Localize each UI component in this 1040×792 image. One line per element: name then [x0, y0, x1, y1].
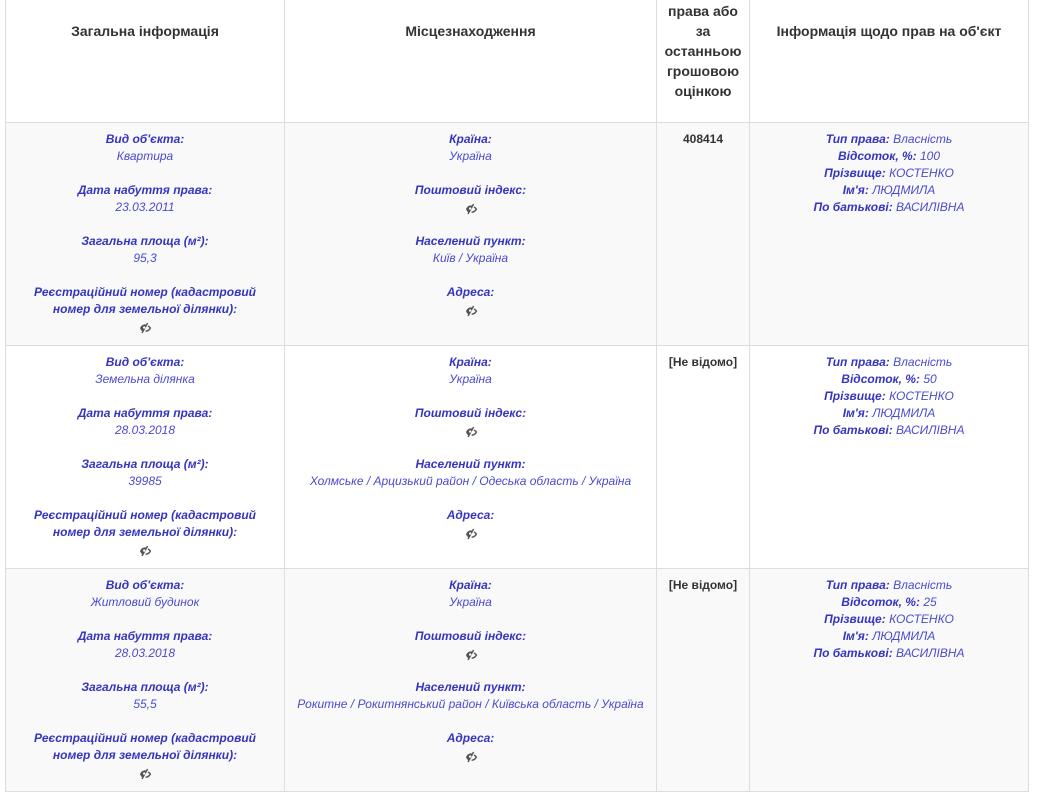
share-line — [756, 148, 1022, 165]
eye-slash-icon[interactable] — [138, 545, 152, 557]
object-type-label: Вид об'єкта: — [105, 132, 185, 146]
header-general-info-label: Загальна інформація — [71, 23, 219, 39]
patronymic-value: ВАСИЛІВНА — [896, 423, 965, 437]
registration-number-label: Реєстраційний номер (кадастровий номер для земельної ділянки): — [34, 731, 256, 762]
header-rights-info-label: Інформація щодо прав на об'єкт — [776, 23, 1002, 39]
acquisition-date-field — [12, 182, 278, 216]
registration-number-field — [12, 284, 278, 335]
acquisition-date-label: Дата набуття права: — [77, 183, 213, 197]
header-value-line: грошовою — [666, 63, 740, 79]
total-area-label: Загальна площа (м²): — [81, 457, 209, 471]
location-cell — [285, 123, 657, 346]
right-type-label: Тип права: — [825, 355, 890, 369]
name-line — [756, 405, 1022, 422]
object-type-value: Житловий будинок — [90, 595, 200, 609]
settlement-field — [291, 679, 650, 713]
share-line — [756, 371, 1022, 388]
registration-number-label: Реєстраційний номер (кадастровий номер для земельної ділянки): — [34, 285, 256, 316]
right-type-label: Тип права: — [825, 132, 890, 146]
acquisition-date-label: Дата набуття права: — [77, 629, 213, 643]
settlement-value: Рокитне / Рокитнянський район / Київська область / Україна — [297, 697, 644, 711]
name-label: Ім'я: — [842, 629, 869, 643]
right-type-line — [756, 354, 1022, 371]
country-label: Країна: — [449, 355, 492, 369]
patronymic-label: По батькові: — [813, 646, 893, 660]
location-cell — [285, 569, 657, 792]
object-type-label: Вид об'єкта: — [105, 578, 185, 592]
share-value: 100 — [920, 149, 941, 163]
patronymic-label: По батькові: — [813, 200, 893, 214]
settlement-field — [291, 233, 650, 267]
postal-code-field — [291, 182, 650, 216]
total-area-field — [12, 679, 278, 713]
rights-info-cell — [750, 569, 1029, 792]
total-area-label: Загальна площа (м²): — [81, 680, 209, 694]
acquisition-date-field — [12, 405, 278, 439]
eye-slash-icon[interactable] — [138, 768, 152, 780]
value-amount: 408414 — [682, 132, 724, 146]
header-value-line: за — [695, 23, 711, 39]
patronymic-line — [756, 199, 1022, 216]
total-area-label: Загальна площа (м²): — [81, 234, 209, 248]
postal-code-label: Поштовий індекс: — [414, 629, 527, 643]
object-type-field — [12, 577, 278, 611]
surname-value: КОСТЕНКО — [889, 612, 954, 626]
header-value-line: права або — [668, 3, 738, 19]
patronymic-label: По батькові: — [813, 423, 893, 437]
surname-value: КОСТЕНКО — [889, 389, 954, 403]
eye-slash-icon[interactable] — [464, 305, 478, 317]
settlement-label: Населений пункт: — [415, 234, 526, 248]
name-value: ЛЮДМИЛА — [872, 629, 936, 643]
patronymic-value: ВАСИЛІВНА — [896, 200, 965, 214]
value-amount: [Не відомо] — [668, 578, 738, 592]
eye-slash-icon[interactable] — [464, 649, 478, 661]
eye-slash-icon[interactable] — [464, 528, 478, 540]
header-value — [657, 0, 750, 123]
share-value: 25 — [923, 595, 937, 609]
country-field — [291, 131, 650, 165]
name-line — [756, 182, 1022, 199]
address-field — [291, 730, 650, 764]
postal-code-field — [291, 405, 650, 439]
name-value: ЛЮДМИЛА — [872, 183, 936, 197]
address-field — [291, 284, 650, 318]
settlement-label: Населений пункт: — [415, 457, 526, 471]
right-type-line — [756, 131, 1022, 148]
property-table-wrapper — [5, 0, 1028, 792]
settlement-value: Київ / Україна — [432, 251, 509, 265]
surname-value: КОСТЕНКО — [889, 166, 954, 180]
rights-info-cell — [750, 123, 1029, 346]
country-field — [291, 354, 650, 388]
right-type-value: Власність — [893, 132, 953, 146]
postal-code-label: Поштовий індекс: — [414, 406, 527, 420]
address-label: Адреса: — [446, 285, 495, 299]
object-type-value: Квартира — [116, 149, 174, 163]
value-cell — [657, 123, 750, 346]
postal-code-label: Поштовий індекс: — [414, 183, 527, 197]
share-label: Відсоток, %: — [837, 149, 917, 163]
eye-slash-icon[interactable] — [464, 751, 478, 763]
total-area-field — [12, 456, 278, 490]
surname-line — [756, 165, 1022, 182]
address-field — [291, 507, 650, 541]
country-value: Україна — [449, 595, 492, 609]
table-row — [6, 569, 1029, 792]
total-area-value: 55,5 — [133, 697, 157, 711]
patronymic-value: ВАСИЛІВНА — [896, 646, 965, 660]
surname-line — [756, 611, 1022, 628]
postal-code-field — [291, 628, 650, 662]
header-value-line: останньою — [664, 43, 742, 59]
rights-info-cell — [750, 346, 1029, 569]
object-type-field — [12, 354, 278, 388]
right-type-value: Власність — [893, 578, 953, 592]
right-type-value: Власність — [893, 355, 953, 369]
value-cell — [657, 346, 750, 569]
header-rights-info — [750, 0, 1029, 123]
header-value-clipped-line — [661, 0, 745, 1]
location-cell — [285, 346, 657, 569]
right-type-label: Тип права: — [825, 578, 890, 592]
value-amount: [Не відомо] — [668, 355, 738, 369]
country-label: Країна: — [449, 578, 492, 592]
settlement-label: Населений пункт: — [415, 680, 526, 694]
share-label: Відсоток, %: — [841, 372, 920, 386]
surname-line — [756, 388, 1022, 405]
name-label: Ім'я: — [842, 183, 869, 197]
name-value: ЛЮДМИЛА — [872, 406, 936, 420]
country-value: Україна — [449, 372, 492, 386]
general-info-cell — [6, 123, 285, 346]
registration-number-field — [12, 730, 278, 781]
country-value: Україна — [449, 149, 492, 163]
address-label: Адреса: — [446, 731, 495, 745]
settlement-value: Холмське / Арцизький район / Одеська область / Україна — [309, 474, 632, 488]
acquisition-date-value: 23.03.2011 — [115, 200, 175, 214]
table-row — [6, 346, 1029, 569]
acquisition-date-value: 28.03.2018 — [114, 646, 176, 660]
registration-number-label: Реєстраційний номер (кадастровий номер для земельної ділянки): — [34, 508, 256, 539]
acquisition-date-label: Дата набуття права: — [77, 406, 213, 420]
surname-label: Прізвище: — [824, 166, 886, 180]
acquisition-date-field — [12, 628, 278, 662]
object-type-label: Вид об'єкта: — [105, 355, 185, 369]
eye-slash-icon[interactable] — [138, 322, 152, 334]
property-table — [5, 0, 1029, 792]
table-header-row — [6, 0, 1029, 123]
surname-label: Прізвище: — [824, 389, 886, 403]
patronymic-line — [756, 645, 1022, 662]
general-info-cell — [6, 346, 285, 569]
address-label: Адреса: — [446, 508, 495, 522]
surname-label: Прізвище: — [824, 612, 886, 626]
patronymic-line — [756, 422, 1022, 439]
object-type-value: Земельна ділянка — [95, 372, 195, 386]
value-cell — [657, 569, 750, 792]
object-type-field — [12, 131, 278, 165]
header-value-line: оцінкою — [674, 83, 732, 99]
total-area-value: 95,3 — [133, 251, 157, 265]
header-location — [285, 0, 657, 123]
country-field — [291, 577, 650, 611]
eye-slash-icon[interactable] — [464, 426, 478, 438]
name-label: Ім'я: — [842, 406, 869, 420]
general-info-cell — [6, 569, 285, 792]
share-label: Відсоток, %: — [841, 595, 920, 609]
share-line — [756, 594, 1022, 611]
right-type-line — [756, 577, 1022, 594]
registration-number-field — [12, 507, 278, 558]
table-row — [6, 123, 1029, 346]
header-location-label: Місцезнаходження — [405, 23, 536, 39]
share-value: 50 — [923, 372, 937, 386]
total-area-value: 39985 — [128, 474, 162, 488]
acquisition-date-value: 28.03.2018 — [114, 423, 176, 437]
country-label: Країна: — [449, 132, 492, 146]
name-line — [756, 628, 1022, 645]
header-general-info — [6, 0, 285, 123]
eye-slash-icon[interactable] — [464, 203, 478, 215]
settlement-field — [291, 456, 650, 490]
total-area-field — [12, 233, 278, 267]
